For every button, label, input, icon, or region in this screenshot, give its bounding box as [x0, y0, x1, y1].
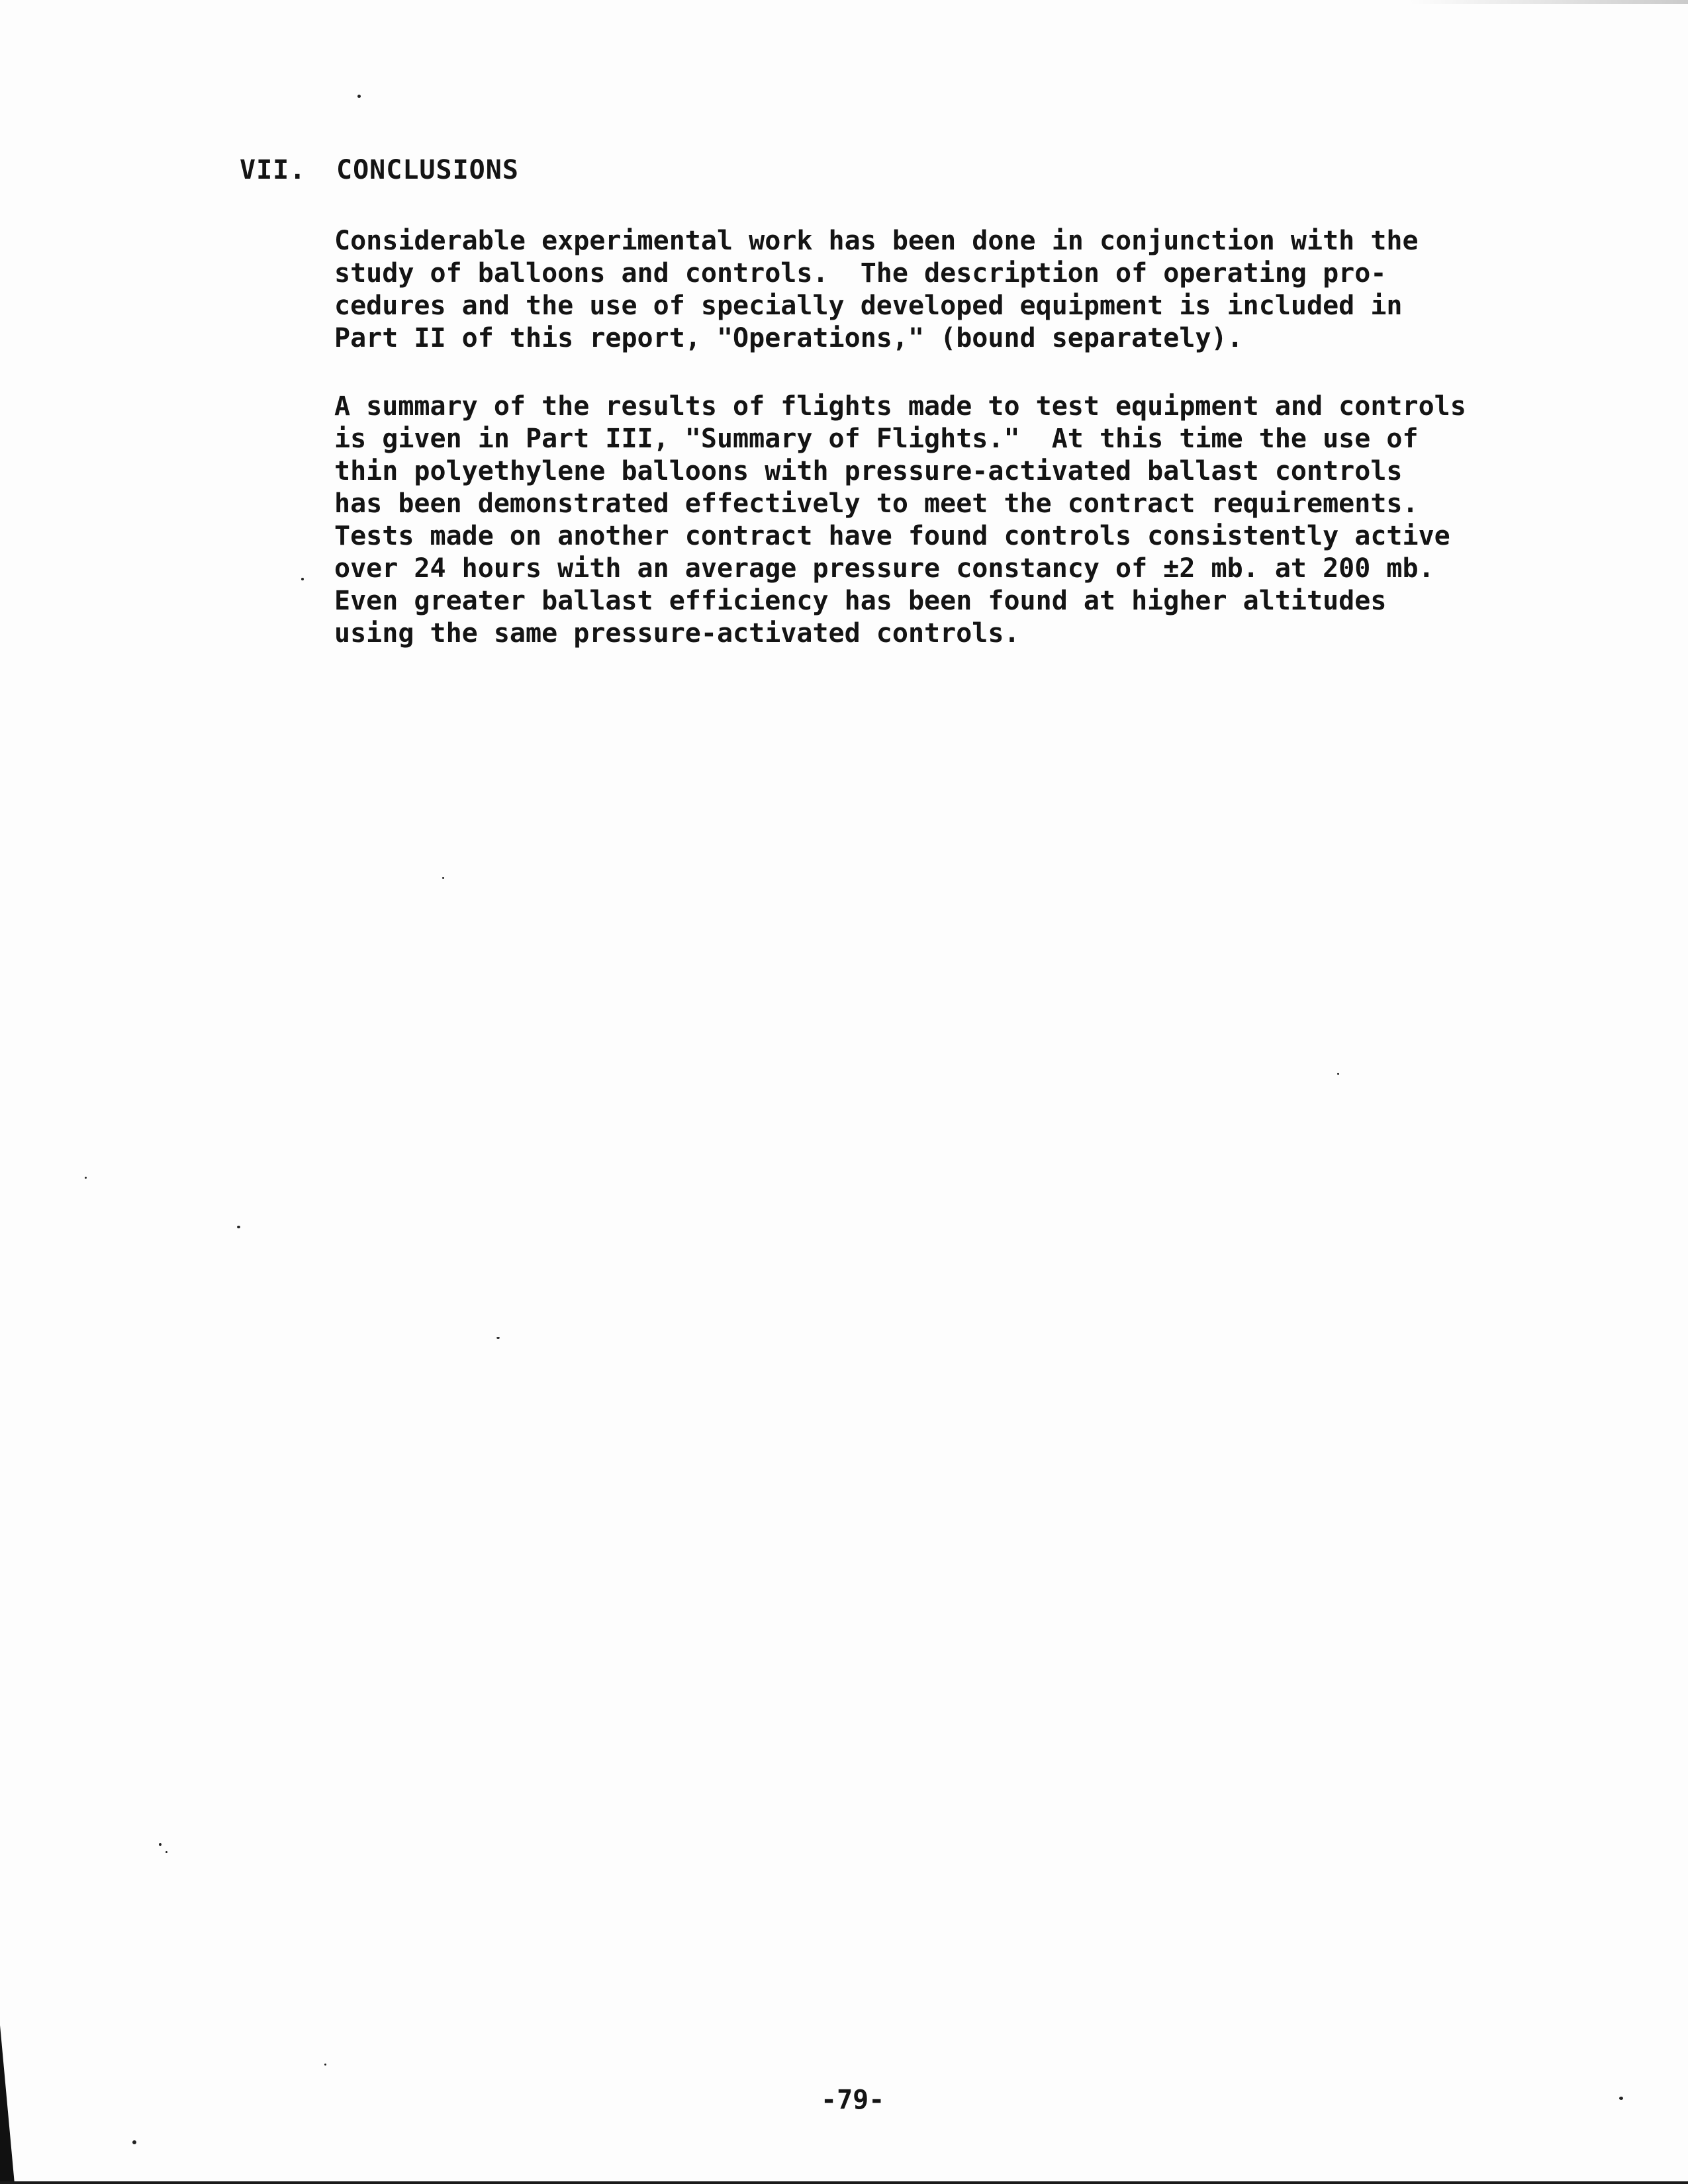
paragraph-experimental-work [334, 225, 1552, 355]
text-line: is given in Part III, "Summary of Flights." At this time the use of [334, 424, 1419, 454]
text-line: Tests made on another contract have found controls consistently active [334, 521, 1450, 551]
text-line: has been demonstrated effectively to meet the contract requirements. [334, 488, 1419, 519]
scan-speck [1337, 1073, 1339, 1075]
section-number: VII. [240, 155, 306, 185]
text-line: A summary of the results of flights made to test equipment and controls [334, 391, 1466, 422]
page-number: -79- [821, 2085, 885, 2115]
scan-speck [324, 2064, 326, 2066]
scan-bottom-edge [0, 2181, 1688, 2184]
scan-speck [132, 2140, 136, 2144]
text-line: thin polyethylene balloons with pressure-activated ballast controls [334, 456, 1403, 486]
scan-speck [1619, 2097, 1623, 2100]
scan-speck [237, 1226, 240, 1228]
section-heading [240, 155, 519, 185]
text-line: cedures and the use of specially developed equipment is included in [334, 291, 1403, 321]
scan-speck [357, 95, 361, 98]
text-line: Considerable experimental work has been done in conjunction with the [334, 226, 1419, 256]
text-line: Part II of this report, "Operations," (bound separately). [334, 323, 1243, 353]
scan-edge-shadow [0, 2025, 15, 2184]
text-line: using the same pressure-activated controls. [334, 618, 1020, 649]
scan-speck [159, 1843, 162, 1846]
section-title: CONCLUSIONS [336, 155, 519, 185]
scan-speck [165, 1851, 167, 1853]
scan-edge-shade [1410, 0, 1688, 4]
paragraph-flight-summary [334, 390, 1552, 650]
scan-speck [442, 877, 444, 879]
scan-speck [301, 578, 304, 580]
scan-speck [85, 1177, 87, 1179]
text-line: over 24 hours with an average pressure constancy of ±2 mb. at 200 mb. [334, 553, 1434, 584]
text-line: Even greater ballast efficiency has been found at higher altitudes [334, 586, 1387, 616]
text-line: study of balloons and controls. The description of operating pro- [334, 258, 1387, 289]
scan-speck [496, 1337, 500, 1339]
